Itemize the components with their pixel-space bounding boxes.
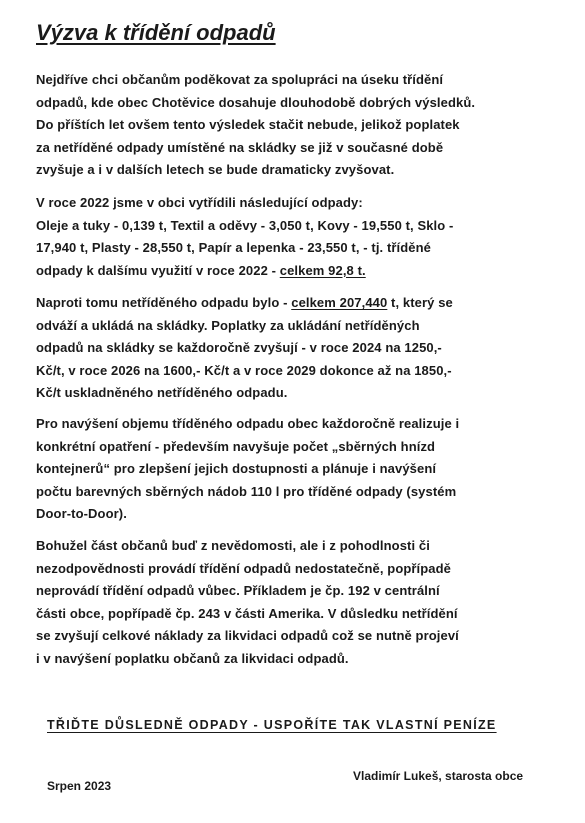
sorted-total-highlight: celkem 92,8 t.	[279, 262, 366, 278]
text-line: Oleje a tuky - 0,139 t, Textil a oděvy - 3,050 t, Kovy - 19,550 t, Sklo -	[36, 217, 454, 233]
text-line: Do příštích let ovšem tento výsledek stačit nebude, jelikož poplatek	[36, 117, 460, 132]
paragraph-thanks	[36, 69, 556, 182]
paragraph-insufficient-sorting	[36, 535, 556, 670]
text-line: konkrétní opatření - především navyšuje počet „sběrných hnízd	[36, 438, 436, 454]
text-line: Kč/t, v roce 2026 na 1600,- Kč/t a v roce 2029 dokonce až na 1850,-	[36, 362, 452, 378]
document-date: Srpen 2023	[47, 779, 112, 793]
paragraph-measures	[36, 413, 556, 526]
text-line: zvyšuje a i v dalších letech se bude dramaticky zvyšovat.	[36, 162, 395, 177]
text-line: Nejdříve chci občanům poděkovat za spolupráci na úseku třídění	[36, 72, 444, 87]
text-line: odpadů na skládky se každoročně zvyšují - v roce 2024 na 1250,-	[36, 340, 442, 355]
text-line: odváží a ukládá na skládky. Poplatky za ukládání netříděných	[36, 317, 420, 333]
slogan: TŘIĎTE DŮSLEDNĚ ODPADY - USPOŘÍTE TAK VLASTNÍ PENÍZE	[47, 718, 497, 732]
text-fragment: odpady k dalšímu využití v roce 2022 -	[36, 262, 280, 278]
text-fragment: Naproti tomu netříděného odpadu bylo -	[36, 295, 292, 310]
text-line: kontejnerů“ pro zlepšení jejich dostupnosti a plánuje i navýšení	[36, 461, 437, 476]
text-line: Door-to-Door).	[36, 506, 127, 521]
text-line: Bohužel část občanů buď z nevědomosti, ale i z pohodlnosti či	[36, 538, 430, 553]
text-line: za netříděné odpady umístěné na skládky se již v současné době	[36, 139, 444, 155]
text-line: části obce, popřípadě čp. 243 v části Amerika. V důsledku netřídění	[36, 605, 458, 621]
text-fragment: t, který se	[387, 295, 453, 310]
text-line: neprovádí třídění odpadů vůbec. Příkladem je čp. 192 v centrální	[36, 583, 440, 598]
document-title: Výzva k třídění odpadů	[36, 20, 276, 45]
signature: Vladimír Lukeš, starosta obce	[353, 769, 524, 783]
text-line	[36, 292, 556, 315]
text-line: Pro navýšení objemu tříděného odpadu obec každoročně realizuje i	[36, 416, 460, 431]
text-line: se zvyšují celkové náklady za likvidaci odpadů což se nutně projeví	[36, 628, 459, 643]
unsorted-total-highlight: celkem 207,440	[291, 295, 388, 310]
text-line: 17,940 t, Plasty - 28,550 t, Papír a lepenka - 23,550 t, - tj. tříděné	[36, 240, 432, 255]
text-line: počtu barevných sběrných nádob 110 l pro tříděné odpady (systém	[36, 483, 457, 499]
paragraph-sorted-2022	[36, 192, 556, 282]
text-line: V roce 2022 jsme v obci vytřídili následující odpady:	[36, 195, 363, 210]
text-line: i v navýšení poplatku občanů za likvidaci odpadů.	[36, 650, 349, 666]
text-line: Kč/t uskladněného netříděného odpadu.	[36, 385, 288, 400]
text-line: odpadů, kde obec Chotěvice dosahuje dlouhodobě dobrých výsledků.	[36, 94, 476, 110]
text-line	[36, 260, 556, 283]
text-line: nezodpovědnosti provádí třídění odpadů nedostatečně, popřípadě	[36, 560, 452, 576]
paragraph-unsorted-waste	[36, 292, 556, 405]
